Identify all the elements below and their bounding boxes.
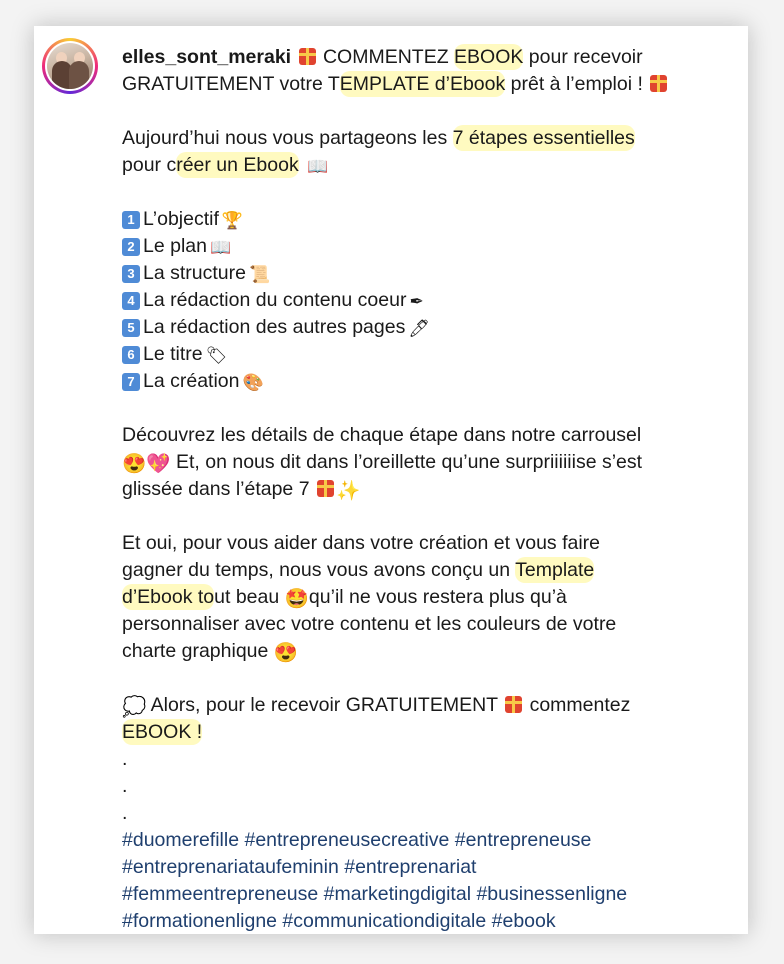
post-card <box>34 26 748 934</box>
step-item <box>122 260 722 287</box>
caption-text: pour recevoir <box>523 46 643 68</box>
caption-text: Aujourd’hui nous vous partageons les <box>122 127 453 149</box>
quill-icon: ✒ <box>409 292 424 311</box>
book-icon: 📖 <box>209 238 232 257</box>
step-text: La rédaction des autres pages <box>143 316 406 338</box>
dot-separator: . <box>122 802 128 824</box>
caption-text: commentez <box>524 694 631 716</box>
step-item <box>122 287 722 314</box>
post-caption <box>122 44 722 934</box>
step-text: La rédaction du contenu coeur <box>143 289 407 311</box>
highlight-ebook: EBOOK <box>454 46 524 68</box>
avatar-photo <box>47 43 93 89</box>
hashtags-line[interactable]: #femmeentrepreneuse #marketingdigital #businessenligne <box>122 883 628 905</box>
step-item <box>122 341 722 368</box>
steps-list <box>122 206 722 395</box>
keycap-number-icon: 6 <box>122 346 140 364</box>
hashtags-line[interactable]: #entreprenariataufeminin #entreprenariat <box>122 856 477 878</box>
hashtags-line[interactable]: #formationenligne #communicationdigitale #ebook <box>122 910 556 932</box>
caption-text: COMMENTEZ <box>322 46 455 68</box>
caption-text: Et oui, pour vous aider dans votre création et vous faire <box>122 532 601 554</box>
step-item <box>122 206 722 233</box>
keycap-number-icon: 5 <box>122 319 140 337</box>
keycap-number-icon: 3 <box>122 265 140 283</box>
highlight-steps: 7 étapes essentielles <box>452 127 635 149</box>
step-text: L’objectif <box>143 208 219 230</box>
profile-avatar[interactable] <box>42 38 98 94</box>
label-icon: 🏷 <box>205 346 228 365</box>
caption-text: glissée dans l’étape 7 <box>122 478 310 500</box>
highlight-create: réer un Ebook <box>176 154 299 176</box>
scroll-icon: 📜 <box>248 265 271 284</box>
trophy-icon: 🏆 <box>221 211 244 230</box>
highlight-ebook-cta: EBOOK ! <box>122 721 203 743</box>
caption-text: prêt à l’emploi ! <box>505 73 643 95</box>
caption-text: ut beau <box>214 586 280 608</box>
caption-text: gagner du temps, nous vous avons conçu un <box>122 559 516 581</box>
star-struck-icon: 🤩 <box>284 588 309 610</box>
step-text: La structure <box>143 262 246 284</box>
highlight-template: EMPLATE d’Ebook <box>339 73 506 95</box>
dot-separator: . <box>122 775 128 797</box>
username-link[interactable]: elles_sont_meraki <box>122 46 292 68</box>
caption-text: personnaliser avec votre contenu et les couleurs de votre <box>122 613 617 635</box>
heart-eyes-icon: 😍 <box>273 642 299 664</box>
sparkles-icon: ✨ <box>335 480 361 502</box>
caption-text: GRATUITEMENT votre T <box>122 73 340 95</box>
gift-icon <box>650 75 667 92</box>
caption-text: pour c <box>122 154 177 176</box>
caption-text: Découvrez les détails de chaque étape dans notre carrousel <box>122 424 642 446</box>
caption-text: Et, on nous dit dans l’oreillette qu’une surpriiiiiise s’est <box>170 451 643 473</box>
step-item <box>122 233 722 260</box>
keycap-number-icon: 2 <box>122 238 140 256</box>
gift-icon <box>505 696 522 713</box>
pen-icon: 🖊 <box>408 319 430 338</box>
step-text: Le titre <box>143 343 203 365</box>
palette-icon: 🎨 <box>242 373 264 392</box>
step-item <box>122 314 722 341</box>
hashtags-line[interactable]: #duomerefille #entrepreneusecreative #entrepreneuse <box>122 829 592 851</box>
open-book-icon: 📖 <box>307 157 329 176</box>
caption-text: charte graphique <box>122 640 269 662</box>
avatar-ring <box>45 41 95 91</box>
step-item <box>122 368 722 395</box>
caption-text: qu’il ne vous restera plus qu’à <box>308 586 567 608</box>
highlight-template-2: Template <box>515 559 595 581</box>
keycap-number-icon: 7 <box>122 373 140 391</box>
step-text: Le plan <box>143 235 207 257</box>
step-text: La création <box>143 370 240 392</box>
keycap-number-icon: 4 <box>122 292 140 310</box>
dot-separator: . <box>122 748 128 770</box>
caption-text: Alors, pour le recevoir GRATUITEMENT <box>146 694 498 716</box>
thought-bubble-icon: 💭 <box>122 696 147 718</box>
highlight-ebook-2: d’Ebook to <box>122 586 215 608</box>
gift-icon <box>317 480 334 497</box>
keycap-number-icon: 1 <box>122 211 140 229</box>
gift-icon <box>299 48 316 65</box>
heart-eyes-icon: 😍💖 <box>122 453 171 475</box>
